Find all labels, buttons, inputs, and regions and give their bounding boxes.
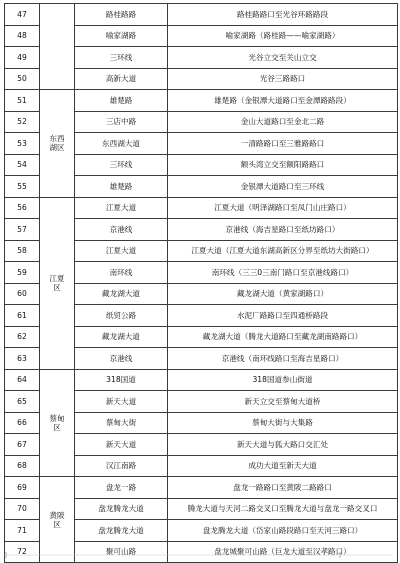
road-segment: 南环线（三三0三南门路口至京港线路口） [168, 262, 398, 284]
road-segment: 蔡甸大街与大集路 [168, 412, 398, 434]
road-name: 聚可山路 [75, 541, 168, 563]
row-number: 61 [5, 305, 40, 327]
road-segment: 新天大道与狐大路口交汇处 [168, 434, 398, 456]
road-name: 新天大道 [75, 391, 168, 413]
road-name: 三店中路 [75, 111, 168, 133]
table-row [5, 90, 398, 112]
road-name: 喻家湖路 [75, 25, 168, 47]
road-segment: 路桂路路口至光谷环路路段 [168, 4, 398, 26]
road-segment: 金山大道路口至金北二路 [168, 111, 398, 133]
road-segment: 水泥厂路路口至四通桥路段 [168, 305, 398, 327]
road-segment: 雄楚路（金银潭大道路口至金潭路路段） [168, 90, 398, 112]
road-segment: 盘龙城聚可山路（巨龙大道至汉孝路口） [168, 541, 398, 563]
row-number: 55 [5, 176, 40, 198]
row-number: 66 [5, 412, 40, 434]
road-name: 雄楚路 [75, 90, 168, 112]
district-name: 江夏区 [49, 274, 65, 292]
row-number: 63 [5, 348, 40, 370]
road-name: 纸贸公路 [75, 305, 168, 327]
road-segment: 新天立交至蔡甸大道桥 [168, 391, 398, 413]
table-row [5, 369, 398, 391]
row-number: 56 [5, 197, 40, 219]
row-number: 60 [5, 283, 40, 305]
road-name: 东西湖大道 [75, 133, 168, 155]
road-segment: 金银潭大道路口至三环线 [168, 176, 398, 198]
row-number: 69 [5, 477, 40, 499]
row-number: 57 [5, 219, 40, 241]
row-number: 58 [5, 240, 40, 262]
road-segment: 江夏大道（江夏大道东湖高新区分界至纸坊大街路口） [168, 240, 398, 262]
district-name: 蔡甸区 [49, 413, 65, 432]
road-segment: 盘龙腾龙大道（岱家山路段路口至天河三路口） [168, 520, 398, 542]
row-number: 72 [5, 541, 40, 563]
road-name: 汉江南路 [75, 455, 168, 477]
road-name: 江夏大道 [75, 197, 168, 219]
row-number: 59 [5, 262, 40, 284]
table-body [5, 4, 398, 563]
road-name: 藏龙湖大道 [75, 283, 168, 305]
road-segment: 江夏大道（明泽湖路口至凤门山庄路口） [168, 197, 398, 219]
row-number: 65 [5, 391, 40, 413]
road-name: 新天大道 [75, 434, 168, 456]
road-name: 蔡甸大街 [75, 412, 168, 434]
road-segment: 京港线（南环线路口至海吉星路口） [168, 348, 398, 370]
table-row [5, 197, 398, 219]
road-name: 318国道 [75, 369, 168, 391]
district-cell-continued [40, 4, 75, 90]
road-name: 盘龙一路 [75, 477, 168, 499]
district-cell [40, 197, 75, 369]
row-number: 48 [5, 25, 40, 47]
road-name: 三环线 [75, 47, 168, 69]
road-name: 盘龙腾龙大道 [75, 520, 168, 542]
row-number: 71 [5, 520, 40, 542]
road-segment: 光谷立交至关山立交 [168, 47, 398, 69]
road-segment-table [4, 3, 398, 563]
row-number: 53 [5, 133, 40, 155]
row-number: 47 [5, 4, 40, 26]
road-name: 盘龙腾龙大道 [75, 498, 168, 520]
road-segment: 一清路路口至三雅路路口 [168, 133, 398, 155]
district-name: 东西湖区 [49, 134, 65, 153]
row-number: 50 [5, 68, 40, 90]
row-number: 64 [5, 369, 40, 391]
road-segment: 喻家湖路（路桂路——喻家湖路） [168, 25, 398, 47]
road-segment: 腾龙大道与天河二路交叉口至腾龙大道与盘龙一路交叉口 [168, 498, 398, 520]
row-number: 70 [5, 498, 40, 520]
district-name: 黄陂区 [49, 510, 65, 529]
road-segment: 额头湾立交至额阳路路口 [168, 154, 398, 176]
row-number: 52 [5, 111, 40, 133]
road-segment: 成功大道至新天大道 [168, 455, 398, 477]
road-segment: 藏龙湖大道（腾龙大道路口至藏龙湖南路路口） [168, 326, 398, 348]
road-name: 高新大道 [75, 68, 168, 90]
table-row [5, 477, 398, 499]
row-number: 67 [5, 434, 40, 456]
row-number: 62 [5, 326, 40, 348]
road-segment: 318国道参山街道 [168, 369, 398, 391]
page-bottom-edge-marks [4, 552, 393, 558]
road-name: 京港线 [75, 219, 168, 241]
road-name: 南环线 [75, 262, 168, 284]
road-name: 江夏大道 [75, 240, 168, 262]
road-name: 京港线 [75, 348, 168, 370]
district-cell [40, 369, 75, 477]
road-name: 雄楚路 [75, 176, 168, 198]
district-cell [40, 90, 75, 198]
road-segment: 京港线（海吉星路口至纸坊路口） [168, 219, 398, 241]
row-number: 51 [5, 90, 40, 112]
district-cell [40, 477, 75, 563]
road-name: 藏龙湖大道 [75, 326, 168, 348]
road-segment: 盘龙一路路口至黄陂二路路口 [168, 477, 398, 499]
row-number: 54 [5, 154, 40, 176]
road-segment: 藏龙湖大道（黄家湖路口） [168, 283, 398, 305]
road-name: 三环线 [75, 154, 168, 176]
row-number: 68 [5, 455, 40, 477]
road-segment: 光谷三路路口 [168, 68, 398, 90]
table-row [5, 4, 398, 26]
row-number: 49 [5, 47, 40, 69]
road-name: 路桂路路 [75, 4, 168, 26]
